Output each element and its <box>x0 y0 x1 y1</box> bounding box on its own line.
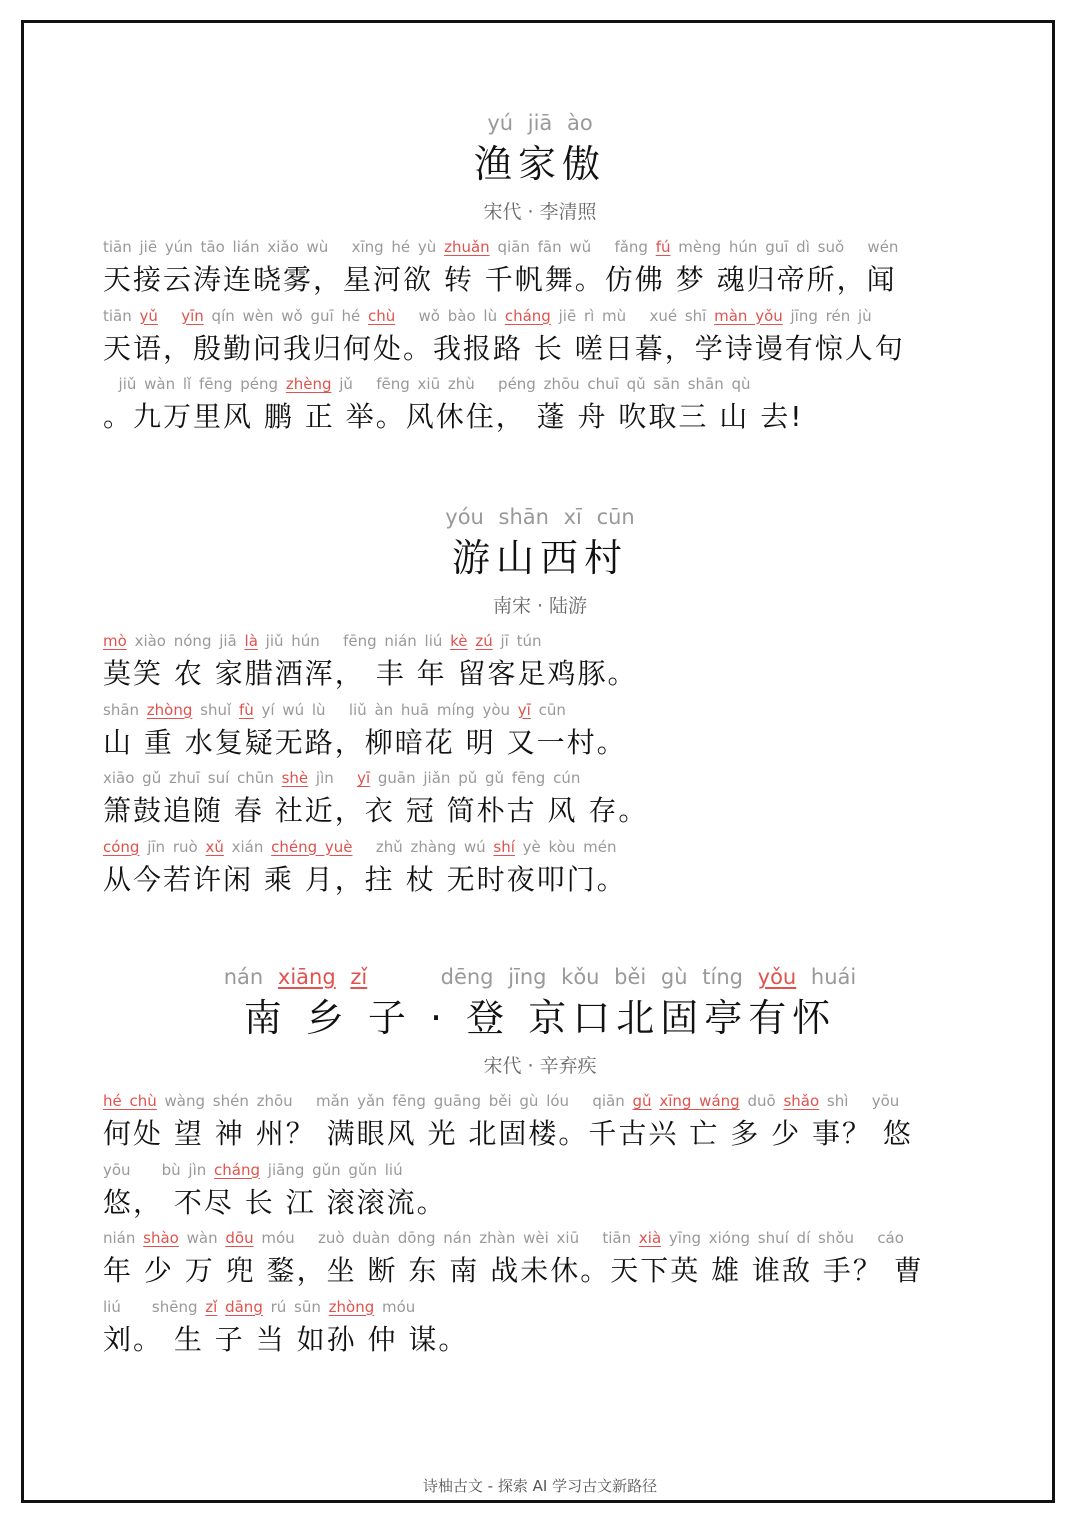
line-pinyin: xiāo gǔ zhuī suí chūn shè jìn yī guān jiǎn pǔ gǔ fēng cún <box>103 769 581 787</box>
line-pinyin: yōu bù jìn cháng jiāng gǔn gǔn liú <box>103 1160 403 1179</box>
poem-line <box>103 765 983 834</box>
line-text: 悠， 不尽 长 江 滚滚流。 <box>103 1185 447 1219</box>
poem-author: 宋代 · 李清照 <box>483 201 597 223</box>
line-text: 年 少 万 兜 鍪，坐 断 东 南 战未休。天下英 雄 谁敌 手？ 曹 <box>103 1254 924 1287</box>
line-text: 山 重 水复疑无路，柳暗花 明 又一村。 <box>103 725 627 759</box>
poem-line <box>103 234 983 303</box>
line-pinyin: tiān jiē yún tāo lián xiǎo wù xīng hé yù zhuǎn qiān fān wǔ fǎng fú mèng hún guī dì suǒ wén <box>103 238 899 256</box>
line-pinyin: shān zhòng shuǐ fù yí wú lù liǔ àn huā míng yòu yī cūn <box>103 700 566 719</box>
poem-line <box>103 1157 983 1226</box>
line-text: 天语，殷勤问我归何处。我报路 长 嗟日暮，学诗谩有惊人句 <box>103 331 905 365</box>
poem-title: 渔家傲 <box>473 142 606 186</box>
poem-title-pinyin: nán xiāng zǐ dēng jīng kǒu běi gù tíng yǒu huái <box>223 965 857 989</box>
line-pinyin: cóng jīn ruò xǔ xián chéng yuè zhǔ zhàng wú shí yè kòu mén <box>103 837 617 856</box>
poem-title: 游山西村 <box>451 536 628 580</box>
line-pinyin: liú shēng zǐ dāng rú sūn zhòng móu <box>103 1297 416 1316</box>
line-text: 箫鼓追随 春 社近，衣 冠 简朴古 风 存。 <box>103 794 649 827</box>
line-text: 刘。 生 子 当 如孙 仲 谋。 <box>103 1322 469 1356</box>
line-pinyin: nián shào wàn dōu móu zuò duàn dōng nán zhàn wèi xiū tiān xià yīng xióng shuí dí shǒu cáo <box>103 1229 904 1247</box>
line-pinyin: tiān yǔ yīn qín wèn wǒ guī hé chù wǒ bào lù cháng jiē rì mù xué shī màn yǒu jīng rén jù <box>103 306 872 325</box>
line-text: 莫笑 农 家腊酒浑， 丰 年 留客足鸡豚。 <box>103 657 638 690</box>
poem-line <box>103 371 983 440</box>
poem-lines <box>103 1088 983 1362</box>
poem-title-pinyin: yú jiā ào <box>487 111 593 135</box>
line-pinyin: mò xiào nóng jiā là jiǔ hún fēng nián liú kè zú jī tún <box>103 632 542 650</box>
line-pinyin: hé chù wàng shén zhōu mǎn yǎn fēng guāng běi gù lóu qiān gǔ xīng wáng duō shǎo shì yōu <box>103 1092 900 1110</box>
poem-line <box>103 697 983 766</box>
line-text: 天接云涛连晓雾，星河欲 转 千帆舞。仿佛 梦 魂归帝所，闻 <box>103 263 897 296</box>
poem-lines <box>103 234 983 440</box>
poem-line <box>103 834 983 903</box>
line-pinyin: jiǔ wàn lǐ fēng péng zhèng jǔ fēng xiū zhù péng zhōu chuī qǔ sān shān qù <box>103 375 751 393</box>
poem-line <box>103 1088 983 1157</box>
poem-line <box>103 303 983 372</box>
poem-title: 南 乡 子 · 登 京口北固亭有怀 <box>243 996 837 1040</box>
poem-line <box>103 1225 983 1294</box>
line-text: 从今若许闲 乘 月，拄 杖 无时夜叩门。 <box>103 862 627 896</box>
poem-author: 南宋 · 陆游 <box>492 595 588 617</box>
poem-section <box>0 502 1080 902</box>
line-text: 。九万里风 鹏 正 举。风休住， 蓬 舟 吹取三 山 去! <box>103 400 804 433</box>
poem-title-pinyin: yóu shān xī cūn <box>445 505 635 529</box>
poem-section <box>0 108 1080 440</box>
line-text: 何处 望 神 州？ 满眼风 光 北固楼。千古兴 亡 多 少 事？ 悠 <box>103 1117 913 1150</box>
poem-line <box>103 1294 983 1363</box>
poem-author: 宋代 · 辛弃疾 <box>483 1055 597 1077</box>
poem-section <box>0 962 1080 1362</box>
poem-lines <box>103 628 983 902</box>
poem-line <box>103 628 983 697</box>
footer-caption: 诗柚古文 - 探索 AI 学习古文新路径 <box>422 1477 658 1495</box>
